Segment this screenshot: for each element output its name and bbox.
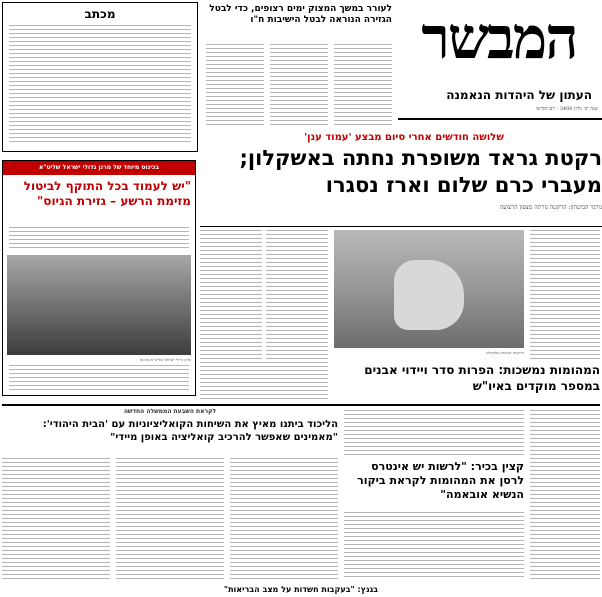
left-box-photo-caption: מרנן גדולי ישראל שליט"א בכינוס (140, 357, 191, 362)
lower-right-headline: קצין בכיר: "לרשות יש אינטרס לרסן את המהומות לקראת ביקור הנשיא אובאמה" (357, 460, 524, 501)
left-box-text (9, 227, 189, 251)
left-box-photo (7, 255, 191, 355)
photo-caption: הרקטה שנחתה באשקלון (485, 350, 524, 355)
second-headline: המהומות נמשכות: הפרות סדר ויידוי אבנים במספר מוקדים באיו"ש (364, 363, 600, 393)
main-subhead: גורמי הביטחון: הרקטה נורתה מצפון הרצועה (499, 204, 602, 211)
lower-far-right-text (530, 410, 600, 580)
lower-kicker: לקראת השבעת הממשלה החדשה (123, 408, 217, 415)
second-text (200, 362, 328, 402)
lower-rule (2, 404, 600, 406)
lower-text-2 (116, 458, 224, 580)
left-box-banner: בכינוס מיוחד של מרנן גדולי ישראל שליט"א (3, 161, 195, 175)
left-box-headline: "יש לעמוד בכל התוקף לביטול מזימת הרשע – גזירת הגיוס" (23, 179, 191, 208)
lower-text-3 (230, 458, 338, 580)
lower-headline: הליכוד ביתנו מאיץ את השיחות הקואליציוניות עם 'הבית היהודי': "מאמינים שאפשר להרכיב קואליציה באופן מיידי" (42, 419, 338, 443)
lower-right-text (344, 512, 524, 580)
masthead-rule (398, 118, 602, 120)
left-box (2, 160, 196, 396)
main-headline: רקטת גראד משופרת נחתה באשקלון; מעברי כרם שלום וארז נסגרו (239, 146, 602, 197)
main-text-mid-2 (200, 230, 262, 360)
rocket-photo (334, 230, 524, 348)
top-center-headline: לעורר במשך המצוק ימים רצופים, כדי לבטל הגזירה הנוראה לבטל הישיבות ח"ו (209, 4, 392, 25)
top-center-text-col-3 (206, 44, 264, 128)
main-text-mid-1 (266, 230, 328, 360)
bottom-headline: בגנץ: "בעקבות חשדות על מצב הבריאות" (223, 585, 379, 594)
masthead-subtitle: העתון של היהדות הנאמנה (446, 88, 592, 102)
lower-mid-text (344, 410, 524, 458)
lower-text-1 (2, 458, 110, 580)
top-center-text-col-1 (334, 44, 392, 128)
masthead-title: המבשר (421, 4, 577, 72)
masthead (398, 0, 602, 130)
main-rule (200, 226, 602, 227)
rocket-debris (394, 260, 464, 330)
top-center-block (206, 4, 392, 130)
masthead-dateline: שנה יב׳ גליון 3400 · יום חמישי (535, 106, 598, 112)
top-note (2, 2, 198, 152)
main-text-right (530, 230, 600, 360)
top-note-heading: מכתב (84, 7, 116, 21)
red-banner: שלושה חודשים אחרי סיום מבצע 'עמוד ענן' (304, 132, 504, 143)
top-center-text-col-2 (270, 44, 328, 128)
top-note-text (9, 25, 191, 143)
left-box-bottom-text (9, 365, 189, 393)
